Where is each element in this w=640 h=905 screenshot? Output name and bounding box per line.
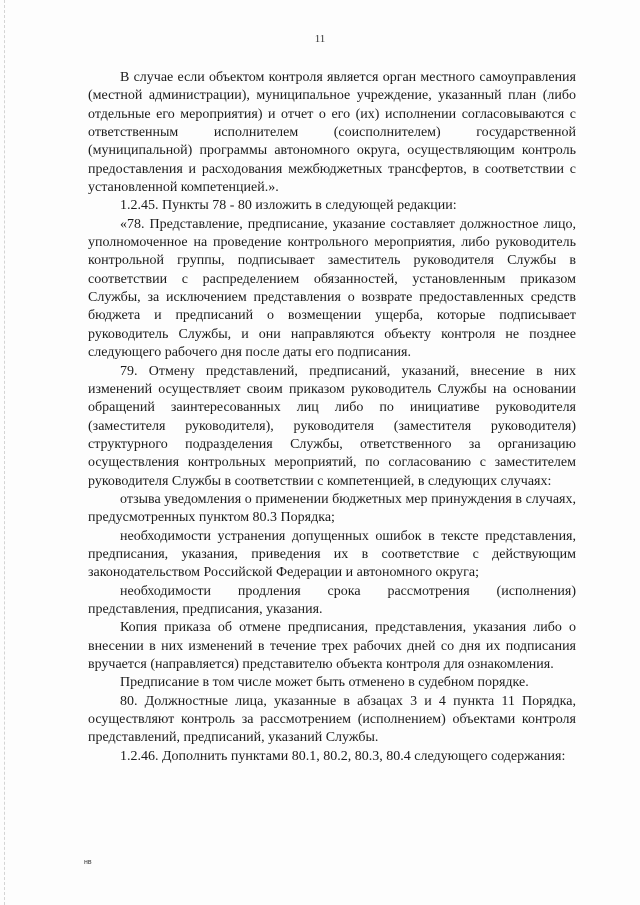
paragraph-79: 79. Отмену представлений, предписаний, указаний, внесение в них изменений осуществляет своим приказом руководитель Службы на основании обращений заинтересованных лиц либо по инициативе руководителя (заместителя руководителя), руководителя (заместителя руководителя) структурного подразделения Службы, ответственного за организацию осуществления контрольных мероприятий, по согласованию с заместителем руководителя Службы в соответствии с компетенцией, в следующих случаях: <box>88 363 576 489</box>
paragraph-80: 80. Должностные лица, указанные в абзацах 3 и 4 пункта 11 Порядка, осуществляют контроль за рассмотрением (исполнением) объектами контроля представлений, предписаний, указаний Службы. <box>88 693 576 746</box>
document-body <box>88 69 576 766</box>
paragraph-1-2-45: 1.2.45. Пункты 78 - 80 изложить в следующей редакции: <box>120 198 457 214</box>
paragraph-78: «78. Представление, предписание, указание составляет должностное лицо, уполномоченное на проведение контрольного мероприятия, либо руководитель контрольной группы, подписывает заместитель руководителя Службы в соответствии с распределением обязанностей, установленным приказом Службы, за исключением представления о возврате предоставленных средств бюджета и предписаний о возмещении ущерба, которые подписывает руководитель Службы, и они направляются объекту контроля не позднее следующего рабочего дня после даты его подписания. <box>88 216 576 361</box>
footer-initials: нв <box>84 859 92 866</box>
list-item-extension: необходимости продления срока рассмотрения (исполнения) представления, предписания, указания. <box>88 583 576 617</box>
scan-edge <box>4 0 6 905</box>
paragraph-1-2-46: 1.2.46. Дополнить пунктами 80.1, 80.2, 80.3, 80.4 следующего содержания: <box>120 748 566 764</box>
page-number: 11 <box>314 33 326 45</box>
paragraph-local-government: В случае если объектом контроля является орган местного самоуправления (местной администрации), муниципальное учреждение, указанный план (либо отдельные его мероприятия) и отчет о его (их) исполнении согласовываются с ответственным исполнителем (соисполнителем) государственной (муниципальной) программы автономного округа, осуществляющим контроль предоставления и расходования межбюджетных трансфертов, в соответствии с установленной компетенцией.». <box>88 70 576 196</box>
list-item-withdrawal: отзыва уведомления о применении бюджетных мер принуждения в случаях, предусмотренных пунктом 80.3 Порядка; <box>88 491 576 526</box>
paragraph-court: Предписание в том числе может быть отменено в судебном порядке. <box>120 675 529 691</box>
list-item-errors: необходимости устранения допущенных ошибок в тексте представления, предписания, указания, приведения их в соответствие с действующим законодательством Российской Федерации и автономного округа; <box>88 528 576 581</box>
paragraph-order-copy: Копия приказа об отмене предписания, представления, указания либо о внесении в них изменений в течение трех рабочих дней со дня их подписания вручается (направляется) представителю объекта контроля для ознакомления. <box>88 620 576 672</box>
